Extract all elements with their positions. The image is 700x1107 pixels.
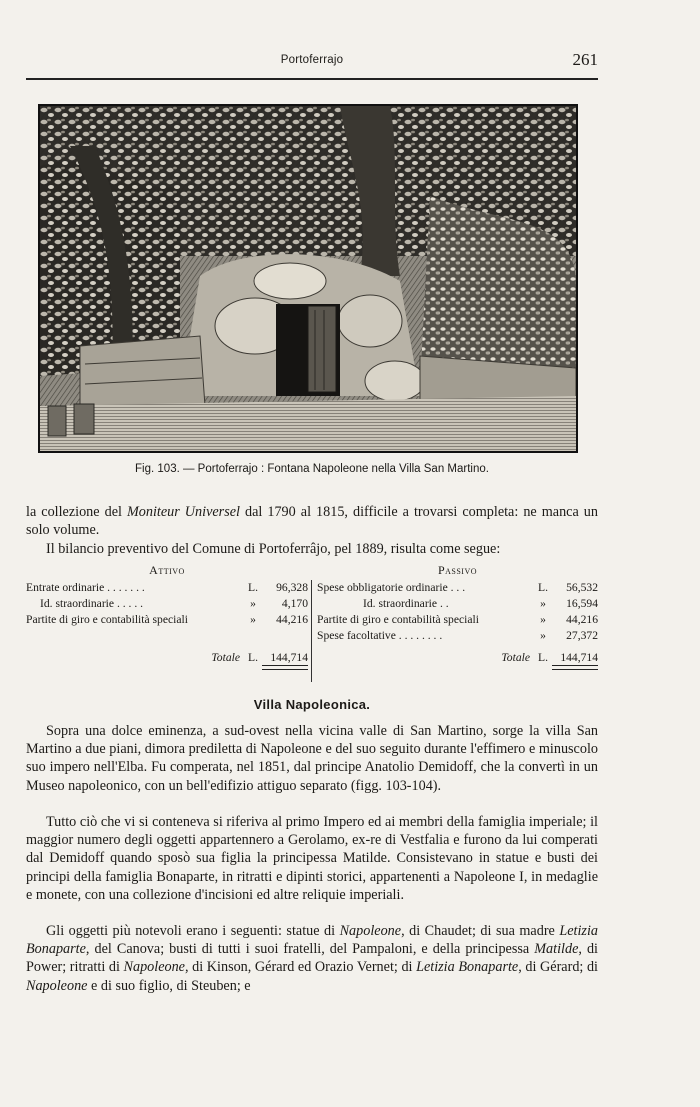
attivo-column [26, 562, 308, 670]
row-currency: L. [538, 581, 548, 594]
row-label: Spese obbligatorie ordinarie . . . [317, 581, 466, 594]
figure-caption: Fig. 103. — Portoferrajo : Fontana Napoleone nella Villa San Martino. [135, 463, 489, 475]
table-row [317, 580, 598, 596]
italic-title: Moniteur Universel [126, 504, 240, 520]
total-amount: 144,714 [262, 650, 308, 666]
text-run: Gli oggetti più notevoli erano i seguenti: statue di [46, 923, 340, 939]
budget-intro-text: Il bilancio preventivo del Comune di Portoferrâjo, pel 1889, risulta come segue: [46, 541, 501, 557]
text-run: la collezione del [26, 504, 127, 520]
row-currency: L. [248, 581, 258, 594]
text-run: , del Canova; busti di tutti i suoi fratelli, del Pampaloni, e della principessa [85, 941, 535, 958]
italic-name: Letizia Bonaparte [26, 923, 598, 958]
running-title: Portoferrajo [280, 54, 344, 66]
italic-name: Napoleone [339, 923, 402, 939]
total-amount: 144,714 [552, 650, 598, 666]
table-row [26, 580, 308, 596]
villa-contents-text: Tutto ciò che vi si conteneva si riferiva al primo Impero ed ai membri della famiglia imperiale; il maggior numero degli oggetti appartennero a Gerolamo, ex-re di Vestfalia e furono da lui comperati dal Demidoff quando sposò sua figlia la principessa Matilde. Consistevano in statue e busti dei principi della famiglia Bonaparte, in ritratti e dipinti storici, appartenenti a Napoleone I, in medaglie e monete, con una collezione d'incisioni ed altre reliquie imperiali. [26, 814, 598, 903]
italic-name: Napoleone [26, 977, 88, 994]
paragraph-villa-contents [26, 813, 598, 904]
row-label: Id. straordinarie . . . . . [40, 597, 144, 610]
total-double-rule [552, 666, 598, 670]
row-currency: » [540, 629, 546, 642]
total-currency: L. [538, 651, 548, 664]
table-row [26, 612, 308, 628]
row-currency: » [250, 597, 256, 610]
table-row [317, 596, 598, 612]
page-number: 261 [572, 50, 598, 69]
paragraph-moniteur [26, 503, 598, 539]
total-label: Totale [211, 651, 240, 664]
row-amount: 27,372 [566, 629, 598, 642]
row-amount: 44,216 [276, 613, 308, 626]
total-currency: L. [248, 651, 258, 664]
row-amount: 96,328 [276, 581, 308, 594]
running-head [26, 50, 598, 70]
table-row [317, 628, 598, 644]
section-heading: Villa Napoleonica. [253, 697, 371, 712]
villa-location-text: Sopra una dolce eminenza, a sud-ovest nella vicina valle di San Martino, sorge la villa San Martino a due piani, dimora prediletta di Napoleone e del suo seguito durante l'effimero e minuscolo suo impero nell'Elba. Fu comperata, nel 1851, dal principe Anatolio Demidoff, che la convertì in un Museo napoleonico, con un bell'edifizio attiguo separato (figg. 103-104). [26, 723, 598, 794]
total-label: Totale [501, 651, 530, 664]
total-row [26, 650, 308, 666]
row-amount: 44,216 [566, 613, 598, 626]
italic-name: Letizia Bonaparte [416, 959, 519, 976]
row-amount: 4,170 [281, 597, 308, 610]
paragraph-notable-objects [26, 922, 598, 995]
table-row [317, 612, 598, 628]
row-currency: » [540, 597, 546, 610]
text-run: , di Kinson, Gérard ed Orazio Vernet; di [184, 959, 417, 976]
row-label: Partite di giro e contabilità speciali [317, 613, 479, 626]
row-currency: » [540, 613, 546, 626]
italic-name: Matilde [534, 941, 579, 958]
passivo-column [317, 562, 598, 670]
row-currency: » [250, 613, 256, 626]
table-row [26, 596, 308, 612]
paragraph-budget-intro [26, 540, 598, 558]
row-amount: 16,594 [566, 597, 598, 610]
attivo-heading: Attivo [149, 563, 185, 577]
figure-engraving [38, 104, 578, 453]
total-double-rule [262, 666, 308, 670]
total-row [317, 650, 598, 666]
header-rule [26, 78, 598, 80]
row-label: Partite di giro e contabilità speciali [26, 613, 188, 626]
column-divider [311, 580, 312, 682]
row-label: Entrate ordinarie . . . . . . . [26, 581, 145, 594]
text-run: e di suo figlio, di Steuben; e [87, 977, 251, 994]
passivo-heading: Passivo [437, 563, 478, 577]
row-label: Id. straordinarie . . [363, 597, 449, 610]
row-amount: 56,532 [566, 581, 598, 594]
fountain-engraving-illustration [40, 106, 576, 451]
paragraph-villa-location [26, 722, 598, 795]
text-run: , di Gérard; di [518, 959, 598, 976]
row-label: Spese facoltative . . . . . . . . [317, 629, 443, 642]
text-run: , di Chaudet; di sua madre [401, 923, 560, 939]
text-run: dal 1790 al 1815, difficile a trovarsi completa: ne manca un solo volume. [26, 504, 598, 539]
italic-name: Napoleone [123, 959, 185, 976]
text-run: , di Power; ritratti di [26, 941, 598, 976]
